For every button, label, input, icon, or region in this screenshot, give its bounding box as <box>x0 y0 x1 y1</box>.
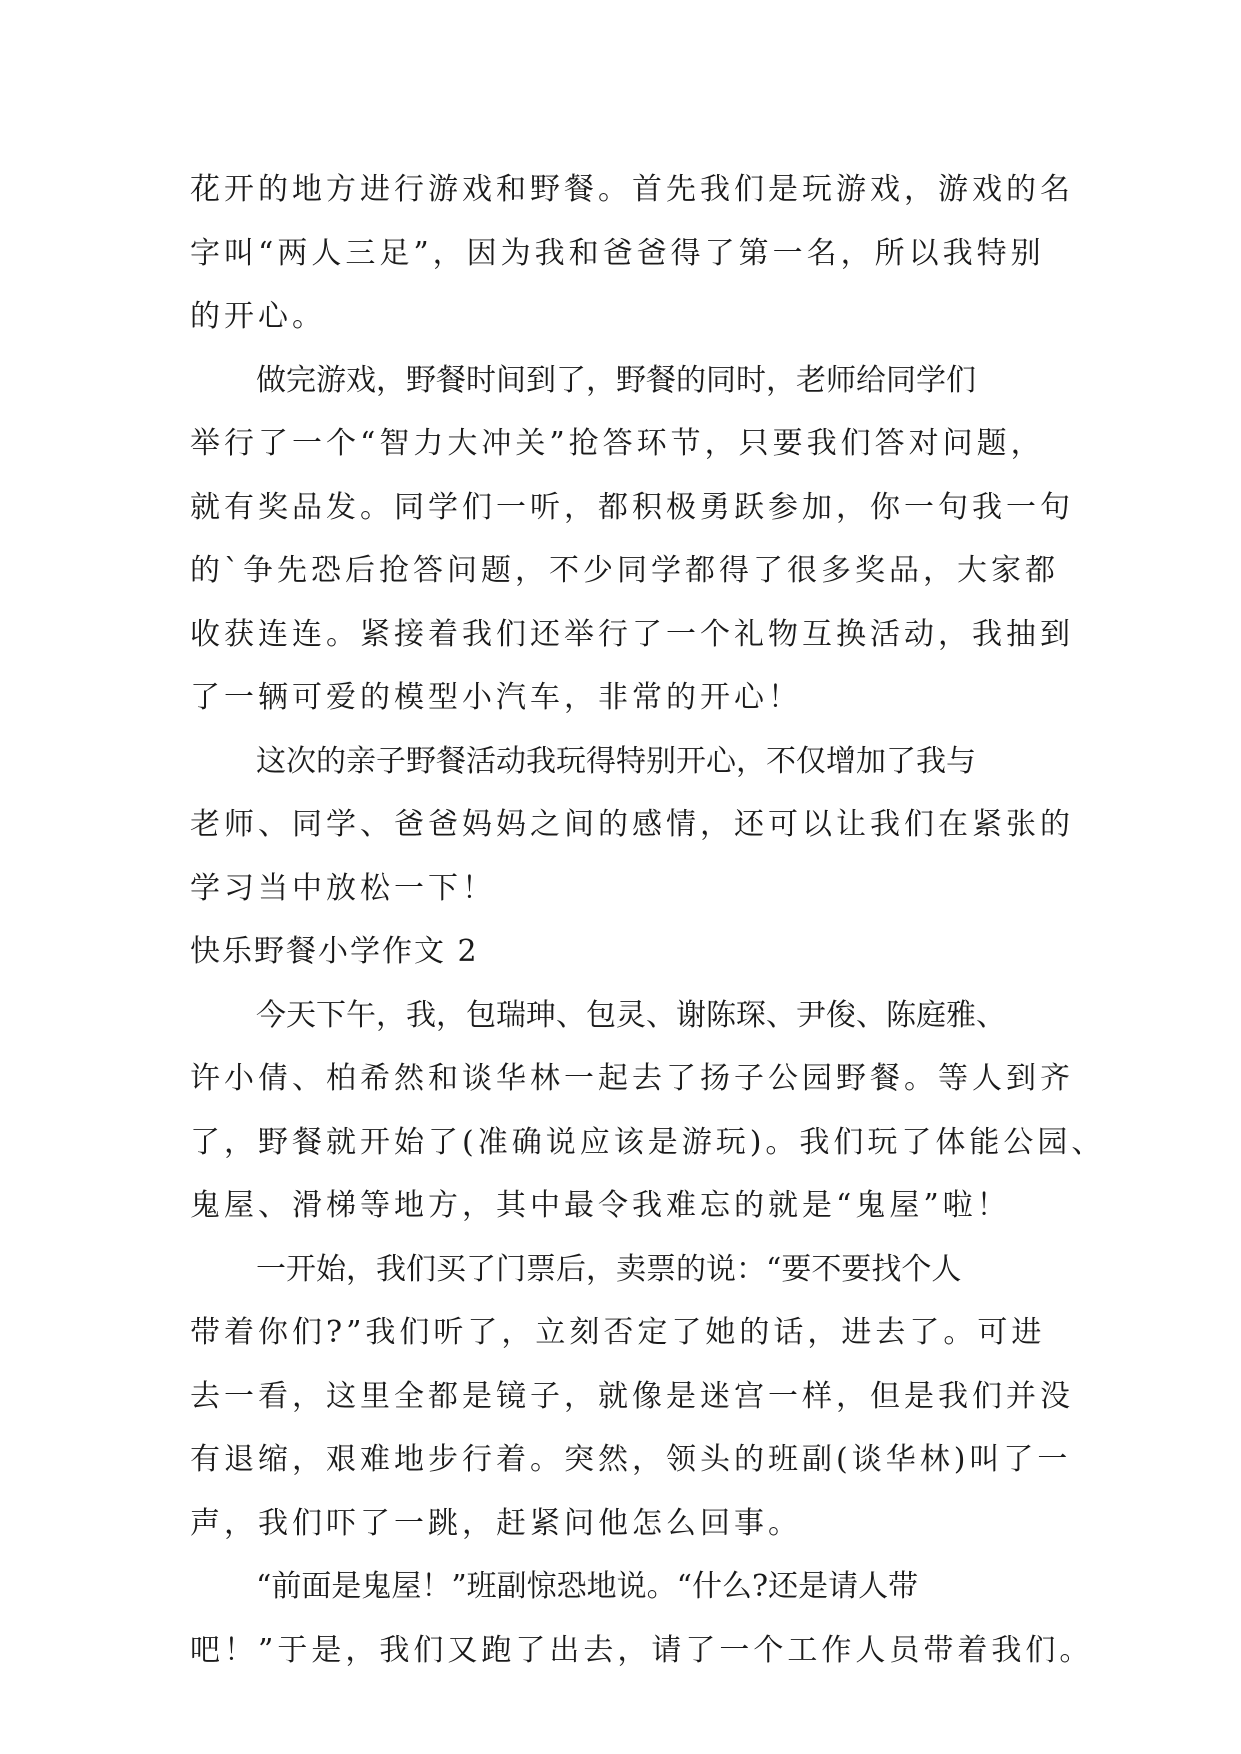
body-line: 的开心。 <box>190 299 326 334</box>
body-line: 吧！”于是，我们又跑了出去，请了一个工作人员带着我们。 <box>190 1632 1094 1668</box>
body-line: 举行了一个“智力大冲关”抢答环节，只要我们答对问题， <box>190 426 1045 461</box>
body-line: 带着你们?”我们听了，立刻否定了她的话，进去了。可进 <box>190 1315 1046 1350</box>
body-line: 了，野餐就开始了(准确说应该是游玩)。我们玩了体能公园、 <box>190 1124 1106 1160</box>
paragraph-start-line: 今天下午，我，包瑞珅、包灵、谢陈琛、尹俊、陈庭雅、 <box>256 997 1006 1033</box>
essay-body <box>190 158 1106 1682</box>
body-line: 了一辆可爱的模型小汽车，非常的开心！ <box>190 680 802 715</box>
paragraph-start-line: “前面是鬼屋！”班副惊恐地说。“什么?还是请人带 <box>256 1569 919 1604</box>
essay-title: 快乐野餐小学作文 2 <box>190 934 479 969</box>
body-line: 许小倩、柏希然和谈华林一起去了扬子公园野餐。等人到齐 <box>190 1061 1074 1096</box>
body-line: 的`争先恐后抢答问题，不少同学都得了很多奖品，大家都 <box>190 553 1059 588</box>
body-line: 去一看，这里全都是镜子，就像是迷宫一样，但是我们并没 <box>190 1378 1074 1414</box>
body-line: 就有奖品发。同学们一听，都积极勇跃参加，你一句我一句 <box>190 489 1074 525</box>
body-line: 老师、同学、爸爸妈妈之间的感情，还可以让我们在紧张的 <box>190 807 1074 842</box>
body-line: 声，我们吓了一跳，赶紧问他怎么回事。 <box>190 1505 802 1541</box>
body-line: 学习当中放松一下！ <box>190 870 496 906</box>
paragraph-start-line: 做完游戏，野餐时间到了，野餐的同时，老师给同学们 <box>256 362 976 398</box>
paragraph-start-line: 这次的亲子野餐活动我玩得特别开心，不仅增加了我与 <box>256 743 976 779</box>
body-line: 有退缩，艰难地步行着。突然，领头的班副(谈华林)叫了一 <box>190 1442 1072 1477</box>
body-line: 字叫“两人三足”，因为我和爸爸得了第一名，所以我特别 <box>190 235 1045 271</box>
body-line: 收获连连。紧接着我们还举行了一个礼物互换活动，我抽到 <box>190 616 1074 652</box>
body-line: 花开的地方进行游戏和野餐。首先我们是玩游戏，游戏的名 <box>190 172 1074 207</box>
paragraph-start-line: 一开始，我们买了门票后，卖票的说：“要不要找个人 <box>256 1251 962 1287</box>
body-line: 鬼屋、滑梯等地方，其中最令我难忘的就是“鬼屋”啦！ <box>190 1188 1011 1223</box>
